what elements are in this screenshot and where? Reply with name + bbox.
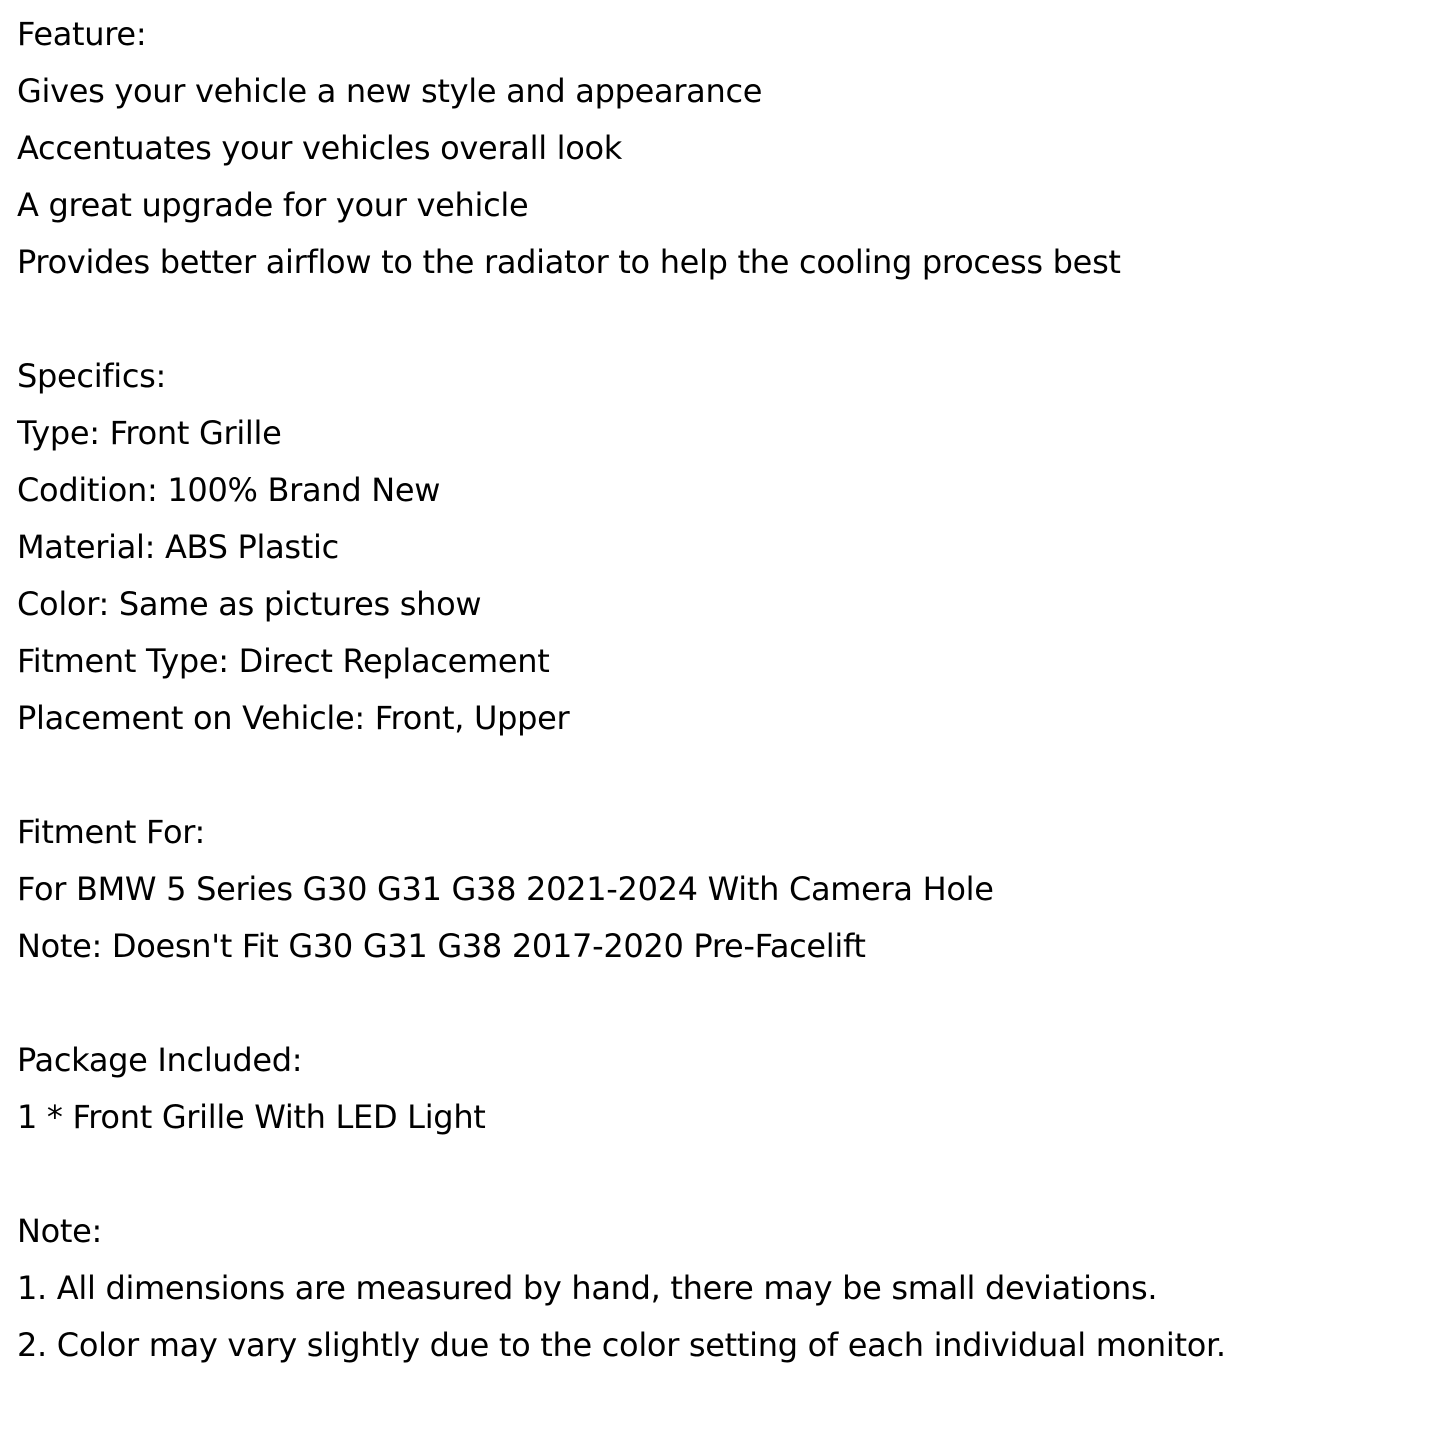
fitment-section	[17, 804, 1425, 975]
note-section	[17, 1203, 1425, 1374]
fitment-heading: Fitment For:	[17, 813, 205, 851]
specifics-item: Color: Same as pictures show	[17, 585, 482, 623]
fitment-item: Note: Doesn't Fit G30 G31 G38 2017-2020 Pre-Facelift	[17, 927, 866, 965]
feature-item: A great upgrade for your vehicle	[17, 186, 529, 224]
section-spacer	[17, 291, 1425, 348]
note-item: 2. Color may vary slightly due to the color setting of each individual monitor.	[17, 1326, 1226, 1364]
specifics-section	[17, 348, 1425, 747]
fitment-item: For BMW 5 Series G30 G31 G38 2021-2024 With Camera Hole	[17, 870, 994, 908]
package-section	[17, 1032, 1425, 1146]
product-description	[17, 6, 1425, 1374]
specifics-item: Type: Front Grille	[17, 414, 282, 452]
specifics-heading: Specifics:	[17, 357, 167, 395]
specifics-item: Codition: 100% Brand New	[17, 471, 441, 509]
package-heading: Package Included:	[17, 1041, 303, 1079]
feature-item: Provides better airflow to the radiator to help the cooling process best	[17, 243, 1121, 281]
feature-heading: Feature:	[17, 15, 147, 53]
note-heading: Note:	[17, 1212, 103, 1250]
feature-item: Gives your vehicle a new style and appearance	[17, 72, 763, 110]
feature-section	[17, 6, 1425, 291]
section-spacer	[17, 975, 1425, 1032]
specifics-item: Fitment Type: Direct Replacement	[17, 642, 550, 680]
section-spacer	[17, 747, 1425, 804]
specifics-item: Placement on Vehicle: Front, Upper	[17, 699, 570, 737]
feature-item: Accentuates your vehicles overall look	[17, 129, 623, 167]
note-item: 1. All dimensions are measured by hand, there may be small deviations.	[17, 1269, 1158, 1307]
section-spacer	[17, 1146, 1425, 1203]
specifics-item: Material: ABS Plastic	[17, 528, 339, 566]
package-item: 1 * Front Grille With LED Light	[17, 1098, 486, 1136]
